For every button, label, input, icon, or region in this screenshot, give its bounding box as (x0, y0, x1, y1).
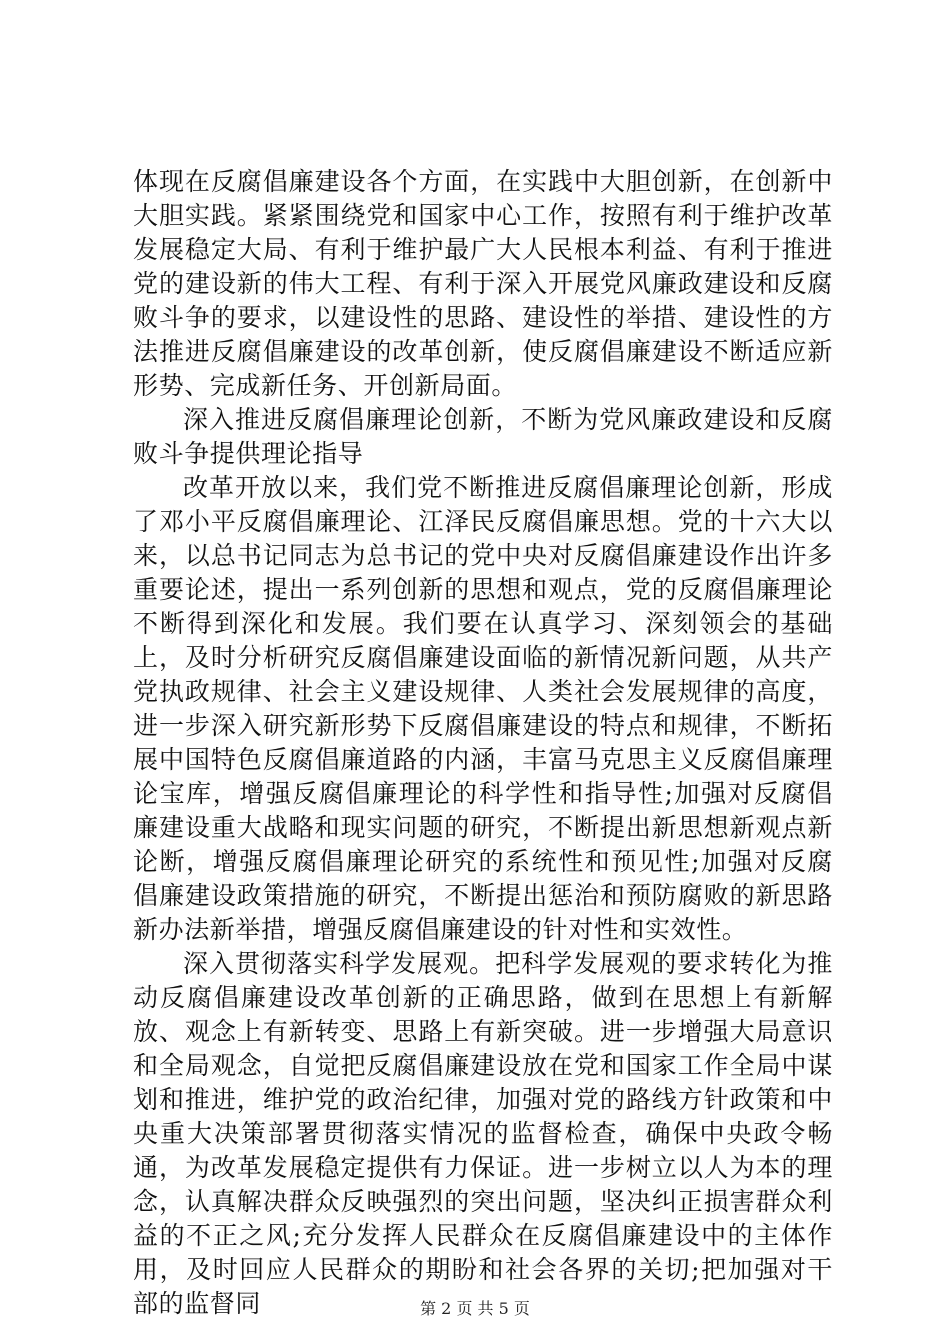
section-heading: 深入推进反腐倡廉理论创新，不断为党风廉政建设和反腐败斗争提供理论指导 (133, 405, 833, 468)
paragraph-development: 深入贯彻落实科学发展观。把科学发展观的要求转化为推动反腐倡廉建设改革创新的正确思路，做到在思想上有新解放、观念上有新转变、思路上有新突破。进一步增强大局意识和全局观念，自觉把反腐倡廉建设放在党和国家工作全局中谋划和推进，维护党的政治纪律，加强对党的路线方针政策和中央重大决策部署贯彻落实情况的监督检查，确保中央政令畅通，为改革发展稳定提供有力保证。进一步树立以人为本的理念，认真解决群众反映强烈的突出问题，坚决纠正损害群众利益的不正之风;充分发挥人民群众在反腐倡廉建设中的主体作用，及时回应人民群众的期盼和社会各界的关切;把加强对干部的监督同 (133, 949, 833, 1318)
document-body (133, 165, 833, 1321)
page-footer: 第 2 页 共 5 页 (420, 1299, 530, 1318)
paragraph-theory: 改革开放以来，我们党不断推进反腐倡廉理论创新，形成了邓小平反腐倡廉理论、江泽民反腐倡廉思想。党的十六大以来，以总书记同志为总书记的党中央对反腐倡廉建设作出许多重要论述，提出一系列创新的思想和观点，党的反腐倡廉理论不断得到深化和发展。我们要在认真学习、深刻领会的基础上，及时分析研究反腐倡廉建设面临的新情况新问题，从共产党执政规律、社会主义建设规律、人类社会发展规律的高度，进一步深入研究新形势下反腐倡廉建设的特点和规律，不断拓展中国特色反腐倡廉道路的内涵，丰富马克思主义反腐倡廉理论宝库，增强反腐倡廉理论的科学性和指导性;加强对反腐倡廉建设重大战略和现实问题的研究，不断提出新思想新观点新论断，增强反腐倡廉理论研究的系统性和预见性;加强对反腐倡廉建设政策措施的研究，不断提出惩治和预防腐败的新思路新办法新举措，增强反腐倡廉建设的针对性和实效性。 (133, 473, 833, 944)
paragraph-continued: 体现在反腐倡廉建设各个方面，在实践中大胆创新，在创新中大胆实践。紧紧围绕党和国家中心工作，按照有利于维护改革发展稳定大局、有利于维护最广大人民根本利益、有利于推进党的建设新的伟大工程、有利于深入开展党风廉政建设和反腐败斗争的要求，以建设性的思路、建设性的举措、建设性的方法推进反腐倡廉建设的改革创新，使反腐倡廉建设不断适应新形势、完成新任务、开创新局面。 (133, 167, 833, 400)
